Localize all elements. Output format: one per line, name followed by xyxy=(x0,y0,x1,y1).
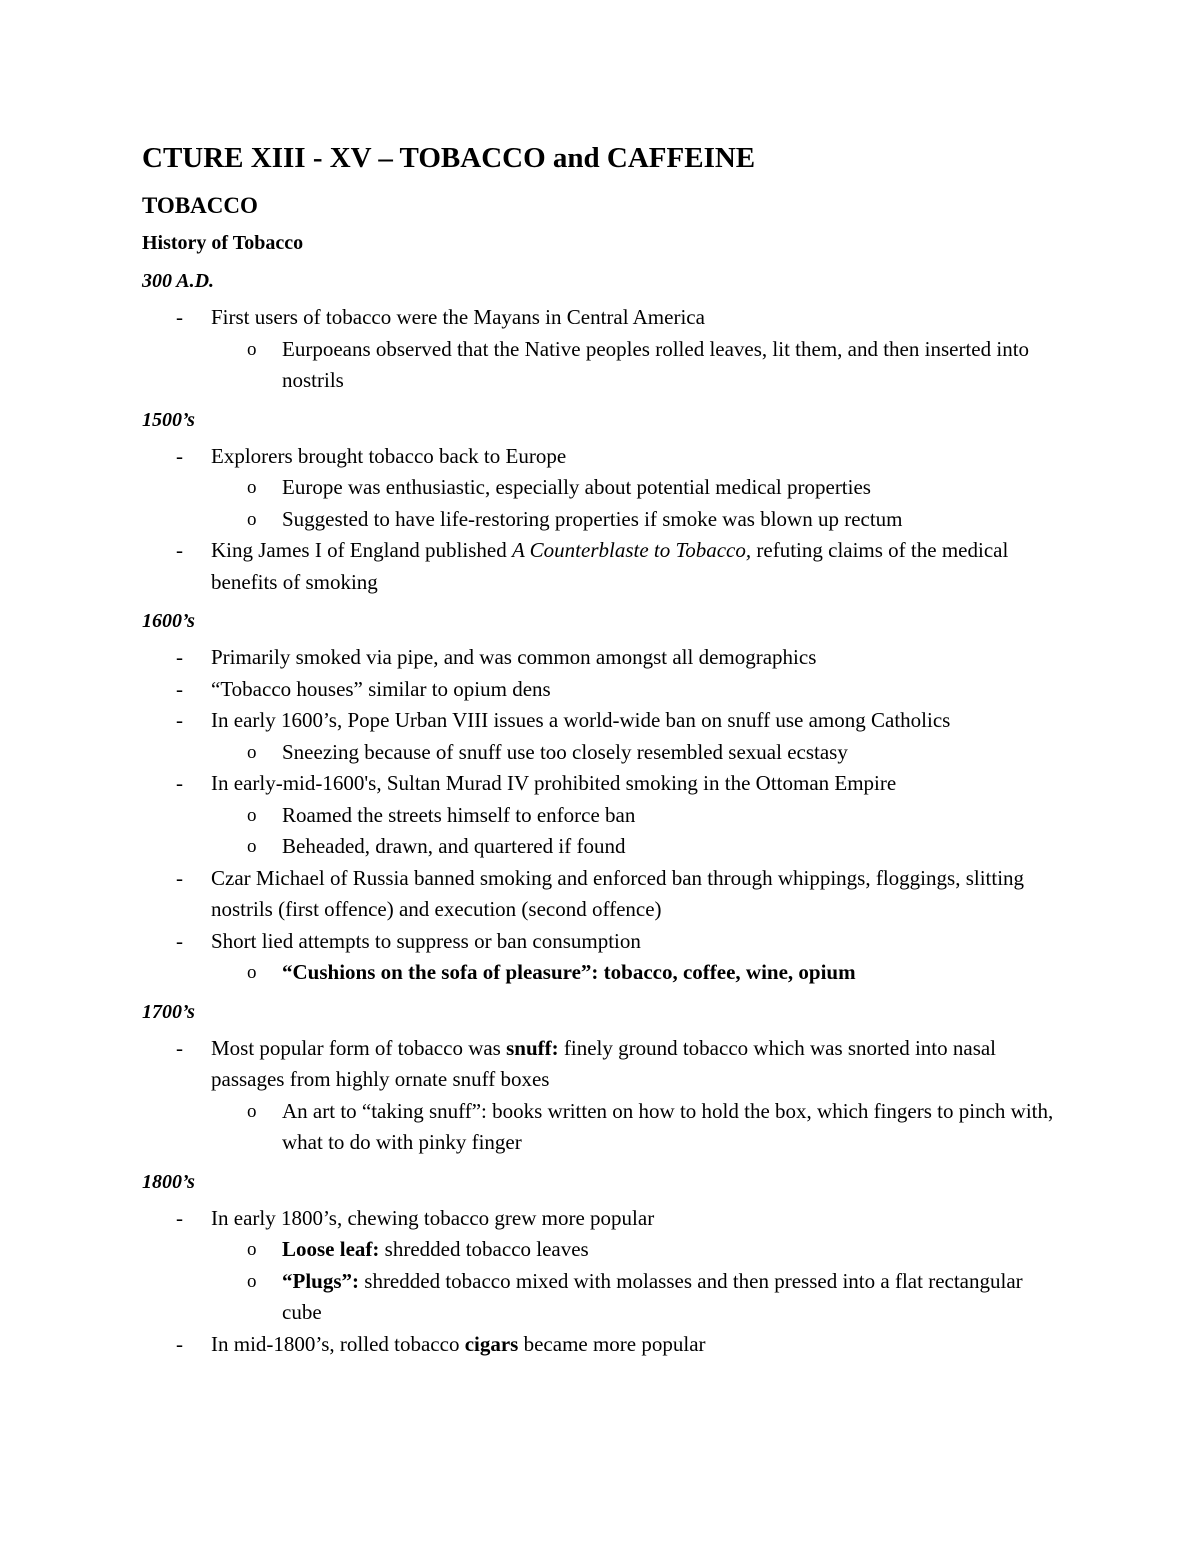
bullet-text: In early-mid-1600's, Sultan Murad IV prohibited smoking in the Ottoman Empire xyxy=(211,771,897,795)
bullet-text: Eurpoeans observed that the Native peoples rolled leaves, lit them, and then inserted into nostrils xyxy=(282,336,1030,392)
era-heading: 300 A.D. xyxy=(142,270,215,292)
bullet-text: King James I of England published xyxy=(211,538,512,562)
bullet-text: An art to “taking snuff”: books written on how to hold the box, which fingers to pinch with, what to do with pinky finger xyxy=(282,1098,1054,1154)
circle-bullet-icon: o xyxy=(247,962,257,983)
circle-bullet-icon: o xyxy=(247,338,257,360)
sub-bullet-item xyxy=(142,737,1062,769)
era-bullet-list xyxy=(142,1033,1062,1159)
bullet-text: Sneezing because of snuff use too closely resembled sexual ecstasy xyxy=(282,739,848,764)
sub-bullet-item xyxy=(142,1096,1062,1159)
dash-bullet-icon: - xyxy=(176,676,183,701)
sub-bullet-item xyxy=(142,334,1062,397)
bullet-text: “Tobacco houses” similar to opium dens xyxy=(211,676,551,701)
sub-bullet-item xyxy=(142,1234,1062,1266)
bullet-text: First users of tobacco were the Mayans in Central America xyxy=(211,305,705,329)
bullet-text: In early 1600’s, Pope Urban VIII issues a world-wide ban on snuff use among Catholics xyxy=(211,708,951,732)
dash-bullet-icon: - xyxy=(176,1205,183,1230)
dash-bullet-icon: - xyxy=(176,865,183,890)
era-heading: 1600’s xyxy=(142,610,195,632)
bullet-text: “Plugs”: xyxy=(282,1268,360,1293)
dash-bullet-icon: - xyxy=(176,1331,183,1356)
bullet-item xyxy=(142,441,1062,473)
bullet-text: Roamed the streets himself to enforce ban xyxy=(282,802,636,827)
era-heading: 1700’s xyxy=(142,1000,195,1023)
bullet-text: Europe was enthusiastic, especially about potential medical properties xyxy=(282,475,871,499)
bullet-text: Loose leaf: xyxy=(282,1237,380,1261)
bullet-text: Czar Michael of Russia banned smoking and enforced ban through whippings, floggings, slitting nostrils (first offence) and execution (second offence) xyxy=(211,865,1025,921)
bullet-text: In early 1800’s, chewing tobacco grew more popular xyxy=(211,1205,655,1230)
sub-bullet-item xyxy=(142,1266,1062,1329)
bullet-text: Primarily smoked via pipe, and was common amongst all demographics xyxy=(211,645,817,669)
bullet-text: snuff: xyxy=(506,1035,559,1060)
circle-bullet-icon: o xyxy=(247,1100,257,1122)
sub-bullet-item xyxy=(142,504,1062,536)
dash-bullet-icon: - xyxy=(176,928,183,953)
bullet-text: Suggested to have life-restoring properties if smoke was blown up rectum xyxy=(282,506,903,531)
dash-bullet-icon: - xyxy=(176,1035,183,1060)
subheading: History of Tobacco xyxy=(142,232,304,254)
dash-bullet-icon: - xyxy=(176,708,183,732)
bullet-text: Explorers brought tobacco back to Europe xyxy=(211,443,567,468)
dash-bullet-icon: - xyxy=(176,645,183,669)
bullet-text: Beheaded, drawn, and quartered if found xyxy=(282,834,626,858)
dash-bullet-icon: - xyxy=(176,771,183,795)
era-bullet-list xyxy=(142,642,1062,989)
bullet-text: finely ground tobacco which was snorted into nasal passages from highly ornate snuff boxes xyxy=(211,1035,997,1091)
document-content xyxy=(142,138,1062,1368)
bullet-text: Short lied attempts to suppress or ban consumption xyxy=(211,928,641,953)
bullet-item xyxy=(142,705,1062,737)
bullet-item xyxy=(142,1033,1062,1096)
sub-bullet-item xyxy=(142,472,1062,504)
bullet-item xyxy=(142,302,1062,334)
bullet-text: shredded tobacco mixed with molasses and then pressed into a flat rectangular cube xyxy=(282,1268,1023,1324)
circle-bullet-icon: o xyxy=(247,1270,257,1292)
bullet-item xyxy=(142,768,1062,800)
bullet-text: shredded tobacco leaves xyxy=(379,1237,589,1261)
sub-bullet-item xyxy=(142,831,1062,863)
bullet-item xyxy=(142,1203,1062,1235)
era-heading: 1800’s xyxy=(142,1170,195,1193)
bullet-text: In mid-1800’s, rolled tobacco xyxy=(211,1331,465,1356)
history-sections xyxy=(142,266,1062,1360)
bullet-text: cigars xyxy=(464,1331,519,1356)
circle-bullet-icon: o xyxy=(247,1239,257,1260)
bullet-text: refuting claims of the medical benefits of smoking xyxy=(211,538,1009,594)
bullet-text: Most popular form of tobacco was xyxy=(211,1035,507,1060)
circle-bullet-icon: o xyxy=(247,804,257,826)
section-heading: TOBACCO xyxy=(142,193,258,218)
bullet-text: became more popular xyxy=(518,1331,706,1356)
bullet-text: A Counterblaste to Tobacco, xyxy=(511,538,752,562)
sub-bullet-item xyxy=(142,957,1062,989)
sub-bullet-item xyxy=(142,800,1062,832)
circle-bullet-icon: o xyxy=(247,477,257,498)
era-bullet-list xyxy=(142,441,1062,599)
dash-bullet-icon: - xyxy=(176,538,183,562)
circle-bullet-icon: o xyxy=(247,508,257,530)
dash-bullet-icon: - xyxy=(176,443,183,468)
document-title: CTURE XIII - XV – TOBACCO and CAFFEINE xyxy=(142,142,756,174)
era-heading: 1500’s xyxy=(142,408,195,431)
era-bullet-list xyxy=(142,302,1062,397)
dash-bullet-icon: - xyxy=(176,305,183,329)
circle-bullet-icon: o xyxy=(247,741,257,763)
bullet-item xyxy=(142,863,1062,926)
era-bullet-list xyxy=(142,1203,1062,1361)
bullet-item xyxy=(142,1329,1062,1361)
bullet-item xyxy=(142,926,1062,958)
bullet-item xyxy=(142,674,1062,706)
circle-bullet-icon: o xyxy=(247,836,257,857)
bullet-item xyxy=(142,535,1062,598)
bullet-text: “Cushions on the sofa of pleasure”: tobacco, coffee, wine, opium xyxy=(282,960,856,984)
bullet-item xyxy=(142,642,1062,674)
